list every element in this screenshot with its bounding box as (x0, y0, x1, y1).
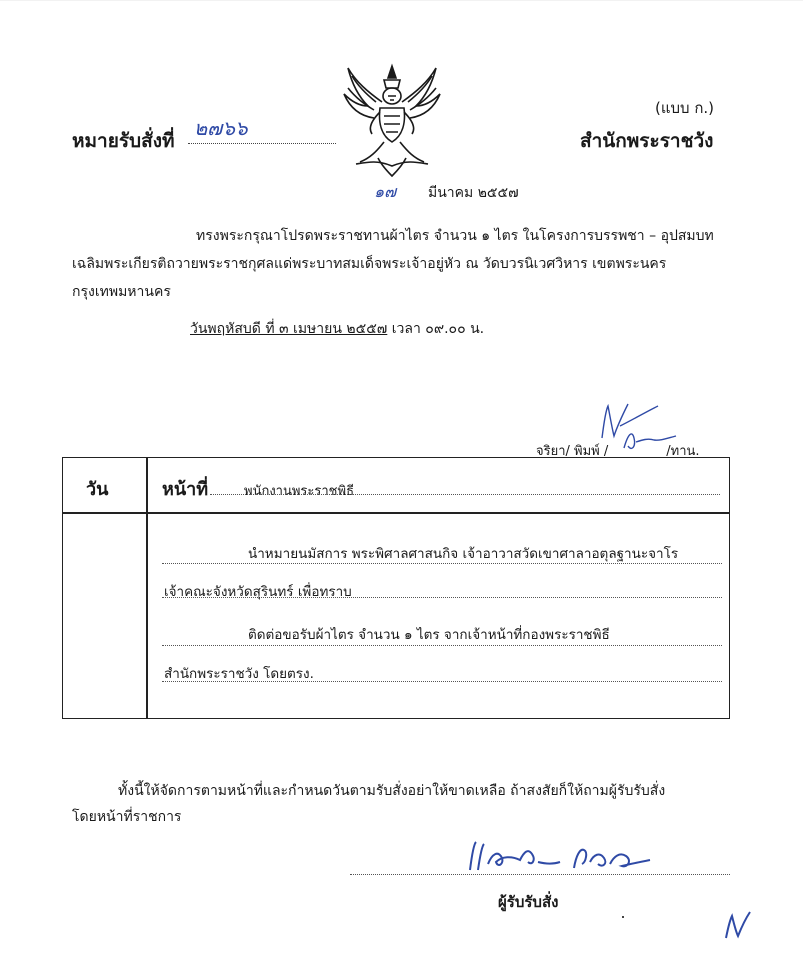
table-column-divider (146, 457, 148, 719)
body-line-3: กรุงเทพมหานคร (72, 284, 171, 300)
form-code: (แบบ ก.) (655, 99, 715, 117)
table-header-divider (62, 512, 730, 514)
order-number: ๒๗๖๖ (194, 116, 248, 140)
table-line-3: ติดต่อขอรับผ้าไตร จำนวน ๑ ไตร จากเจ้าหน้าที่กองพระราชพิธี (248, 627, 610, 643)
duty-value: พนักงานพระราชพิธี (244, 484, 355, 499)
dotted-line (210, 493, 720, 495)
event-date: วันพฤหัสบดี ที่ ๓ เมษายน ๒๕๕๗ (190, 321, 388, 337)
order-label: หมายรับสั่งที่ (72, 130, 175, 152)
typist-label-left: จริยา/ พิมพ์ / (536, 444, 609, 459)
table-line-4: สำนักพระราชวัง โดยตรง. (164, 666, 314, 682)
signer-title: ผู้รับรับสั่ง (498, 893, 559, 911)
typist-signature-icon (618, 424, 678, 454)
garuda-emblem-icon (338, 62, 446, 180)
office-name: สำนักพระราชวัง (580, 130, 714, 152)
body-line-1: ทรงพระกรุณาโปรดพระราชทานผ้าไตร จำนวน ๑ ไตร ในโครงการบรรพชา – อุปสมบท (196, 228, 714, 244)
signature-icon (462, 834, 662, 880)
typist-label-right: /ทาน. (666, 444, 700, 459)
table-line-1: นำหมายนมัสการ พระพิศาลศาสนกิจ เจ้าอาวาสวัดเขาศาลาอตุลฐานะจาโร (248, 546, 679, 562)
column-header-day: วัน (86, 479, 109, 500)
ink-dot (622, 916, 624, 918)
date-day: ๑๗ (374, 182, 397, 201)
page-edge (0, 0, 803, 1)
event-datetime (190, 318, 484, 340)
footer-line-2: โดยหน้าที่ราชการ (72, 809, 182, 825)
table-line-2: เจ้าคณะจังหวัดสุรินทร์ เพื่อทราบ (164, 584, 352, 600)
body-line-2: เฉลิมพระเกียรติถวายพระราชกุศลแด่พระบาทสมเด็จพระเจ้าอยู่หัว ณ วัดบวรนิเวศวิหาร เขตพระนคร (72, 256, 667, 272)
date-month-year: มีนาคม ๒๕๕๗ (428, 185, 519, 201)
handwritten-mark-icon (722, 908, 752, 942)
footer-line-1: ทั้งนี้ให้จัดการตามหน้าที่และกำหนดวันตามรับสั่งอย่าให้ขาดเหลือ ถ้าสงสัยก็ให้ถามผู้รับรับสั่ง (118, 783, 666, 799)
event-time: เวลา ๐๙.๐๐ น. (387, 321, 485, 337)
column-header-duty: หน้าที่ (162, 479, 209, 500)
